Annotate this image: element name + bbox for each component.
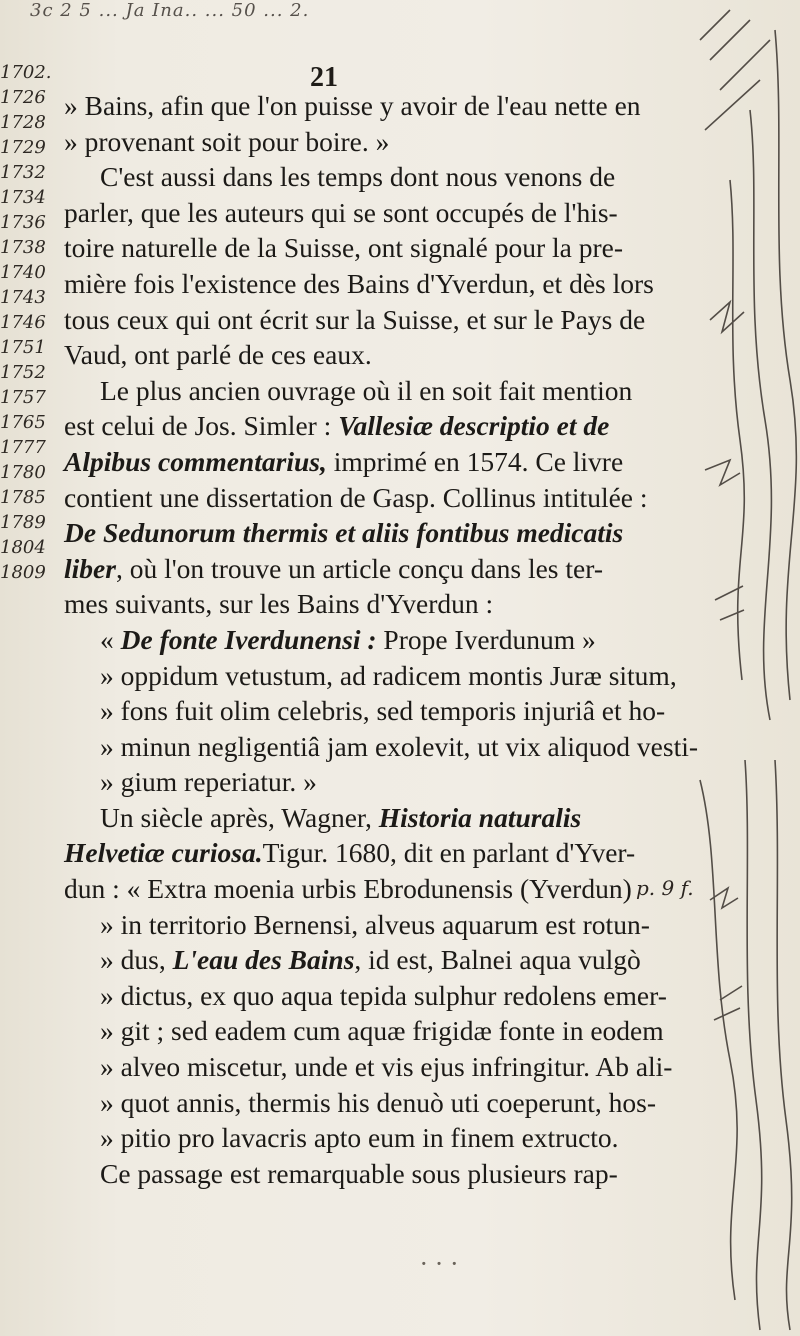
text-run: , id est, Balnei aqua vulgò <box>354 944 641 976</box>
text-run: » pitio pro lavacris apto eum in finem extructo. <box>100 1122 619 1154</box>
margin-year: 1751 <box>0 337 46 358</box>
margin-year: 1809 <box>0 562 46 583</box>
text-run: Prope Iverdunum » <box>376 623 596 655</box>
italic-title: liber <box>64 552 116 584</box>
text-line <box>64 658 700 694</box>
stray-ink-marks: · · · <box>420 1250 459 1278</box>
text-run: Le plus ancien ouvrage où il en soit fait mention <box>100 374 633 406</box>
body-text <box>64 88 700 1191</box>
text-line <box>64 88 700 124</box>
text-line <box>64 266 700 302</box>
text-line <box>64 515 700 551</box>
italic-title: Vallesiæ descriptio et de <box>338 410 610 442</box>
text-line <box>64 1013 700 1049</box>
text-run: » dus, <box>100 944 173 976</box>
italic-title: Alpibus commentarius, <box>64 445 327 477</box>
text-line <box>64 942 700 978</box>
margin-year: 1740 <box>0 262 46 283</box>
margin-year: 1734 <box>0 187 46 208</box>
text-run: » minun negligentiâ jam exolevit, ut vix aliquod vesti- <box>100 730 699 762</box>
text-line <box>64 586 700 622</box>
text-line <box>64 373 700 409</box>
margin-year: 1738 <box>0 237 46 258</box>
margin-year: 1777 <box>0 437 46 458</box>
margin-year: 1757 <box>0 387 46 408</box>
text-run: imprimé en 1574. Ce livre <box>326 445 624 477</box>
text-run: est celui de Jos. Simler : <box>64 410 339 442</box>
text-run: tous ceux qui ont écrit sur la Suisse, et sur le Pays de <box>64 303 646 335</box>
text-run: dun : « Extra moenia urbis Ebrodunensis (Yverdun) <box>64 873 632 905</box>
text-run: » provenant soit pour boire. » <box>64 125 390 157</box>
text-run: » in territorio Bernensi, alveus aquarum est rotun- <box>100 908 650 940</box>
margin-year: 1746 <box>0 312 46 333</box>
page-number: 21 <box>310 62 338 93</box>
text-run: C'est aussi dans les temps dont nous venons de <box>100 161 616 193</box>
text-line <box>64 124 700 160</box>
italic-title: Helvetiæ curiosa. <box>64 837 263 869</box>
text-line <box>64 835 700 871</box>
italic-title: De Sedunorum thermis et aliis fontibus medicatis <box>64 517 624 549</box>
text-run: parler, que les auteurs qui se sont occupés de l'his- <box>64 196 618 228</box>
text-run: , où l'on trouve un article conçu dans les ter- <box>115 552 603 584</box>
margin-year: 1804 <box>0 537 46 558</box>
text-line <box>64 1049 700 1085</box>
text-line <box>64 1085 700 1121</box>
text-run: mière fois l'existence des Bains d'Yverdun, et dès lors <box>64 267 654 299</box>
text-line <box>64 729 700 765</box>
text-line <box>64 907 700 943</box>
margin-year: 1726 <box>0 87 46 108</box>
text-run: toire naturelle de la Suisse, ont signalé pour la pre- <box>64 232 623 264</box>
left-margin-annotations <box>0 60 60 780</box>
italic-title: Historia naturalis <box>378 801 582 833</box>
margin-year: 1729 <box>0 137 46 158</box>
text-line <box>64 764 700 800</box>
text-run: » gium reperiatur. » <box>100 766 317 798</box>
text-line <box>64 337 700 373</box>
text-line <box>64 195 700 231</box>
margin-year: 1728 <box>0 112 46 133</box>
margin-year: 1702. <box>0 62 52 83</box>
text-run: » alveo miscetur, unde et vis ejus infringitur. Ab ali- <box>100 1051 673 1083</box>
text-run: mes suivants, sur les Bains d'Yverdun : <box>64 588 494 620</box>
margin-year: 1743 <box>0 287 46 308</box>
text-run: « <box>100 623 121 655</box>
text-run: Ce passage est remarquable sous plusieurs rap- <box>100 1157 618 1189</box>
text-line <box>64 302 700 338</box>
text-line <box>64 159 700 195</box>
margin-year: 1736 <box>0 212 46 233</box>
text-run: » quot annis, thermis his denuò uti coeperunt, hos- <box>100 1086 657 1118</box>
text-run: Un siècle après, Wagner, <box>100 801 379 833</box>
handwritten-side-note: p. 9 f. <box>636 876 694 900</box>
italic-title: De fonte Iverdunensi : <box>120 623 377 655</box>
text-line <box>64 1120 700 1156</box>
text-line <box>64 693 700 729</box>
text-run: » Bains, afin que l'on puisse y avoir de l'eau nette en <box>64 90 641 121</box>
text-run: » fons fuit olim celebris, sed temporis injuriâ et ho- <box>100 695 666 727</box>
margin-year: 1765 <box>0 412 46 433</box>
text-run: Vaud, ont parlé de ces eaux. <box>64 339 372 371</box>
text-line <box>64 230 700 266</box>
text-line <box>64 978 700 1014</box>
margin-year: 1785 <box>0 487 46 508</box>
margin-year: 1732 <box>0 162 46 183</box>
text-line <box>64 444 700 480</box>
text-run: » oppidum vetustum, ad radicem montis Juræ situm, <box>100 659 677 691</box>
text-run: Tigur. 1680, dit en parlant d'Yver- <box>262 837 636 869</box>
text-line <box>64 480 700 516</box>
text-run: contient une dissertation de Gasp. Collinus intitulée : <box>64 481 648 513</box>
text-line <box>64 800 700 836</box>
margin-year: 1780 <box>0 462 46 483</box>
text-run: » dictus, ex quo aqua tepida sulphur redolens emer- <box>100 979 667 1011</box>
text-run: » git ; sed eadem cum aquæ frigidæ fonte in eodem <box>100 1015 664 1047</box>
handwritten-header-note: 3c 2 5 ... Ja Ina.. ... 50 ... 2. <box>30 0 310 21</box>
right-margin-scribbles <box>690 0 800 1336</box>
margin-year: 1752 <box>0 362 46 383</box>
text-line <box>64 1156 700 1192</box>
text-line <box>64 871 700 907</box>
text-line <box>64 551 700 587</box>
text-line <box>64 622 700 658</box>
margin-year: 1789 <box>0 512 46 533</box>
text-line <box>64 408 700 444</box>
italic-title: L'eau des Bains <box>172 944 355 976</box>
